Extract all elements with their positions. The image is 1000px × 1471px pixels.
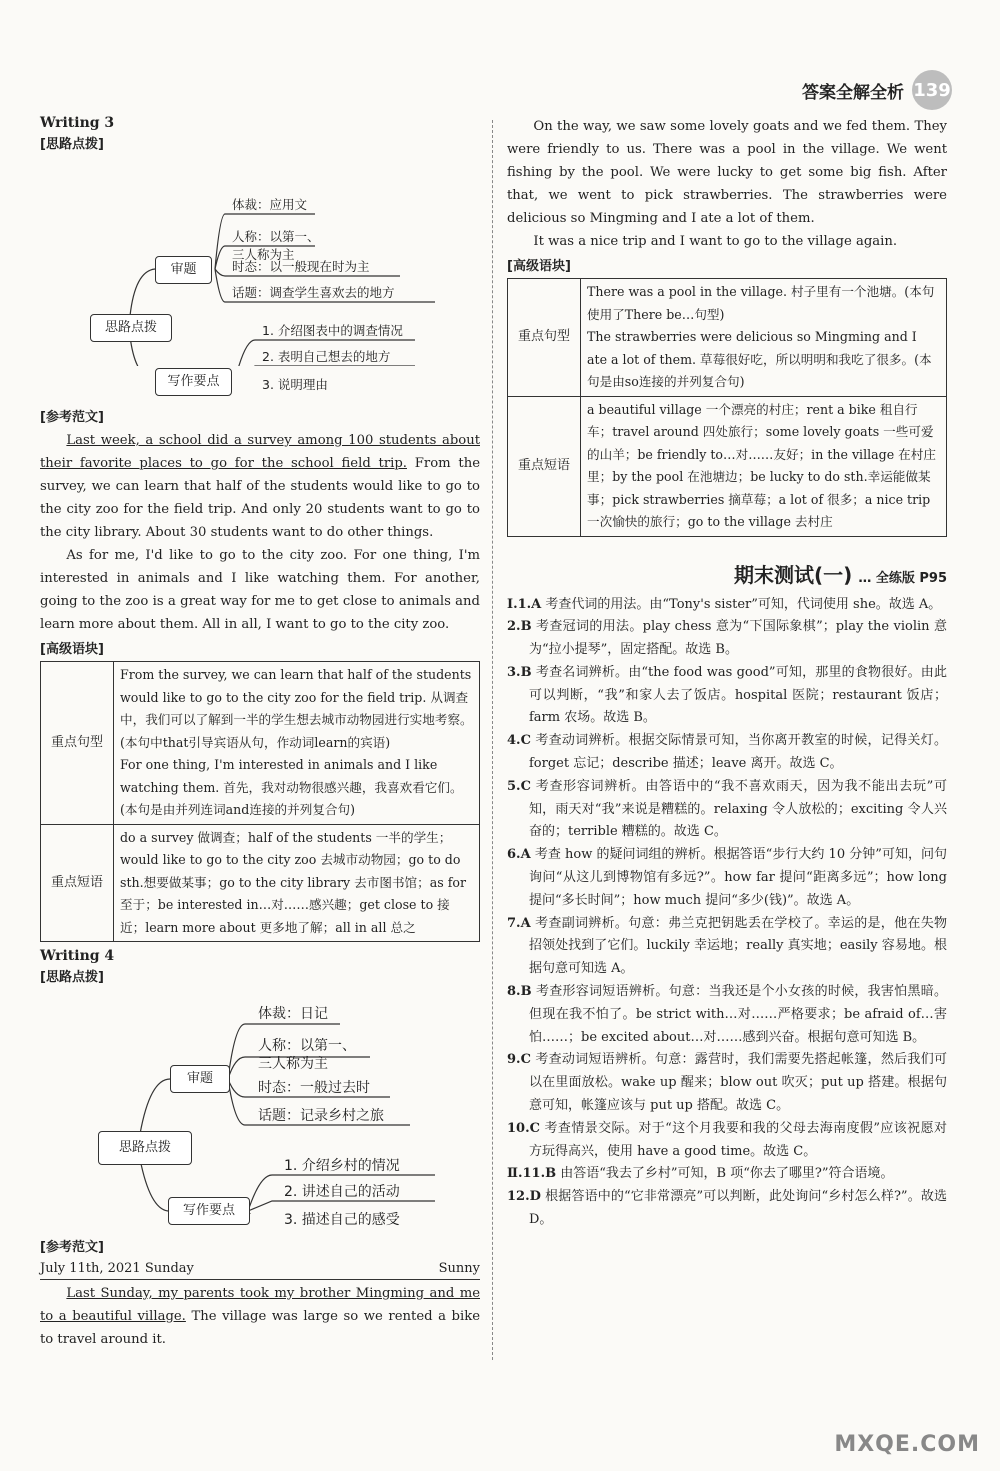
- answer-text: 考查情景交际。对于“这个月我要和我的父母去海南度假”应该祝愿对方玩得高兴，使用 have a good time。故选 C。: [529, 1120, 947, 1159]
- table-row: [508, 279, 947, 397]
- writing4-sample-tag: [参考范文]: [40, 1240, 104, 1255]
- table-label: 重点短语: [41, 824, 114, 942]
- table-cell: do a survey 做调查；half of the students 一半的学生；would like to go to the city zoo 去城市动物园；go to do sth.想要做某事；go to the city library 去市图书馆；as for 至于；be interested in…对……感兴趣；get close to 接近；learn more about 更多地了解；all in all 总之: [114, 824, 480, 942]
- writing4-grammar-table: [507, 278, 947, 537]
- mind-leaf: 体裁：日记: [258, 1006, 328, 1022]
- diary-header: [40, 1259, 480, 1280]
- mind-leaf: 体裁：应用文: [232, 197, 308, 212]
- writing4-adv-tag: [高级语块]: [507, 259, 571, 274]
- answer-number: 8.B: [507, 984, 532, 1000]
- answer-item: [507, 981, 947, 1049]
- mind-leaf: 人称：以第一、 三人称为主: [232, 229, 320, 262]
- section-ref: … 全练版 P95: [858, 570, 947, 586]
- mind-leaf: 时态：以一般现在时为主: [232, 259, 370, 274]
- answer-text: 考查冠词的用法。play chess 意为“下国际象棋”；play the violin 意为“拉小提琴”，固定搭配。故选 B。: [529, 619, 947, 658]
- mind-leaf: 1. 介绍乡村的情况: [284, 1158, 400, 1174]
- right-column: [507, 115, 947, 1232]
- table-cell: a beautiful village 一个漂亮的村庄；rent a bike 租自行车；travel around 四处旅行；some lovely goats 一些可爱的山羊；be friendly to…对……友好；in the village 在村庄里；by the pool 在池塘边；be lucky to do sth.幸运能做某事；pick strawberries 摘草莓；a lot of 很多；a nice trip 一次愉快的旅行；go to the village 去村庄: [581, 396, 947, 536]
- answer-item: [507, 594, 947, 617]
- mind-branch-points: 写作要点: [168, 1197, 250, 1225]
- page-number: 139: [912, 70, 952, 110]
- diary-weather: Sunny: [438, 1261, 480, 1276]
- answer-item: [507, 1049, 947, 1117]
- table-label: 重点短语: [508, 396, 581, 536]
- section-title-text: 期末测试(一): [734, 562, 853, 587]
- mind-leaf: 话题：记录乡村之旅: [258, 1108, 384, 1124]
- table-label: 重点句型: [41, 662, 114, 825]
- answer-text: 根据答语中的“它非常漂亮”可以判断，此处询问“乡村怎么样?”。故选 D。: [529, 1189, 947, 1228]
- writing3-sample-tag: [参考范文]: [40, 410, 104, 425]
- answer-item: [507, 776, 947, 844]
- answer-item: [507, 1118, 947, 1164]
- mind-leaf: 3. 说明理由: [262, 377, 328, 392]
- answer-item: [507, 844, 947, 912]
- answer-number: 5.C: [507, 778, 531, 794]
- table-row: [41, 662, 480, 825]
- diary-date: July 11th, 2021 Sunday: [40, 1261, 194, 1276]
- left-column: [40, 115, 480, 1351]
- section-title: [507, 559, 947, 588]
- writing4-title: Writing 4: [40, 948, 115, 964]
- answer-text: 由答语“我去了乡村”可知，B 项“你去了哪里?”符合语境。: [560, 1166, 894, 1182]
- answer-number: 6.A: [507, 847, 531, 863]
- writing3-adv-tag: [高级语块]: [40, 642, 104, 657]
- writing4-paragraph-1: [40, 1282, 480, 1351]
- answer-text: 考查 how 的疑问词组的辨析。根据答语“步行大约 10 分钟”可知，问句询问“从这儿到博物馆有多远?”。how far 提问“距离多远”；how long 提问“多长时间”；how much 提问“多少(钱)”。故选 A。: [529, 847, 947, 908]
- sentence: From the survey, we can learn that half of the students would like to go to the city zoo for the field trip. And only 20 students want to go to the city library. About 30 students want to do other things.: [40, 456, 480, 540]
- mind-leaf: 3. 描述自己的感受: [284, 1212, 400, 1228]
- answer-text: 考查动词短语辨析。句意：露营时，我们需要先搭起帐篷，然后我们可以在里面放松。wake up 醒来；blow out 吹灭；put up 搭建。根据句意可知，帐篷应该与 put up 搭配。故选 C。: [529, 1052, 947, 1114]
- answer-item: [507, 730, 947, 776]
- answer-text: 考查代词的用法。由“Tony's sister”可知，代词使用 she。故选 A。: [545, 596, 942, 612]
- answer-text: 考查形容词辨析。由答语中的“我不喜欢雨天，因为我不能出去玩”可知，雨天对“我”来说是糟糕的。relaxing 令人放松的；exciting 令人兴奋的；terrible 糟糕的。故选 C。: [529, 778, 948, 840]
- answer-number: 7.A: [507, 915, 531, 931]
- answer-text: 考查动词辨析。根据交际情景可知，当你离开教室的时候，记得关灯。forget 忘记；describe 描述；leave 离开。故选 C。: [529, 733, 947, 772]
- answer-number: Ⅰ.1.A: [507, 596, 542, 612]
- table-row: [508, 396, 947, 536]
- answer-number: 12.D: [507, 1189, 541, 1205]
- writing3-grammar-table: [40, 661, 480, 942]
- table-cell: From the survey, we can learn that half of the students would like to go to the city zoo for the field trip. 从调查中，我们可以了解到一半的学生想去城市动物园进行实地考察。(本句中that引导宾语从句，作动词learn的宾语) For one thing, I'm interested in animals and I like watching them. 首先，我对动物很感兴趣，我喜欢看它们。(本句是由并列连词and连接的并列复合句): [114, 662, 480, 825]
- writing3-paragraph-1: [40, 429, 480, 544]
- answer-text: 考查名词辨析。由“the food was good”可知，那里的食物很好。由此可以判断，“我”和家人去了饭店。hospital 医院；restaurant 饭店；farm 农场。故选 B。: [529, 664, 947, 726]
- writing3-mind-map: [40, 156, 480, 392]
- mind-root: 思路点拨: [98, 1131, 192, 1165]
- answer-item: [507, 616, 947, 662]
- answer-number: 10.C: [507, 1120, 540, 1136]
- mind-leaf: 1. 介绍图表中的调查情况: [262, 323, 403, 338]
- mind-leaf: 2. 讲述自己的活动: [284, 1184, 400, 1200]
- sentence: The village was large so we rented a bike to travel around it.: [40, 1309, 480, 1347]
- answer-item: [507, 662, 947, 730]
- answer-number: 4.C: [507, 733, 531, 749]
- column-divider: [492, 120, 493, 1360]
- answer-number: 2.B: [507, 619, 532, 635]
- table-cell: There was a pool in the village. 村子里有一个池塘。(本句使用了There be…句型) The strawberries were delicious so Mingming and I ate a lot of them. 草莓很好吃，所以明明和我吃了很多。(本句是由so连接的并列复合句): [581, 279, 947, 397]
- mind-branch-points: 写作要点: [155, 368, 232, 396]
- writing3-paragraph-2: As for me, I'd like to go to the city zoo. For one thing, I'm interested in animals and I like watching them. For another, going to the zoo is a great way for me to get close to animals and learn more about them. All in all, I want to go to the city zoo.: [40, 548, 480, 632]
- watermark: MXQE.COM: [834, 1432, 980, 1457]
- mind-branch-review: 审题: [155, 256, 212, 284]
- answer-item: [507, 913, 947, 981]
- underlined-sentence: Last week, a school did a survey among 100 students about their favorite places to go for the school field trip.: [40, 433, 480, 471]
- answer-list: [507, 594, 947, 1232]
- writing4-paragraph-2: On the way, we saw some lovely goats and we fed them. They were friendly to us. There was a pool in the village. We went fishing by the pool. We were lucky to get some big fish. After that, we went to pick strawberries. The strawberries were delicious so Mingming and I ate a lot of them.: [507, 119, 947, 226]
- mind-leaf: 2. 表明自己想去的地方: [262, 349, 391, 364]
- underlined-sentence: Last Sunday, my parents took my brother Mingming and me to a beautiful village.: [40, 1286, 480, 1324]
- header-title: 答案全解全析: [802, 82, 904, 103]
- writing4-think-tag: [思路点拨]: [40, 970, 104, 985]
- page-header: [802, 70, 952, 110]
- mind-leaf: 人称：以第一、 三人称为主: [258, 1038, 356, 1072]
- table-label: 重点句型: [508, 279, 581, 397]
- answer-text: 考查形容词短语辨析。句意：当我还是个小女孩的时候，我害怕黑暗。但现在我不怕了。be strict with…对……严格要求；be afraid of…害怕……；be excited about…对……感到兴奋。根据句意可知选 B。: [529, 984, 947, 1045]
- mind-leaf: 时态：一般过去时: [258, 1080, 370, 1096]
- table-row: [41, 824, 480, 942]
- answer-text: 考查副词辨析。句意：弗兰克把钥匙丢在学校了。幸运的是，他在失物招领处找到了它们。luckily 幸运地；really 真实地；easily 容易地。根据句意可知选 A。: [529, 915, 947, 977]
- writing4-mind-map: [40, 989, 480, 1228]
- mind-root: 思路点拨: [90, 314, 172, 342]
- answer-item: [507, 1163, 947, 1186]
- writing3-think-tag: [思路点拨]: [40, 137, 104, 152]
- writing4-paragraph-3: It was a nice trip and I want to go to the village again.: [533, 234, 898, 249]
- answer-number: 9.C: [507, 1052, 531, 1068]
- mind-leaf: 话题：调查学生喜欢去的地方: [232, 285, 395, 300]
- answer-item: [507, 1186, 947, 1232]
- answer-number: Ⅱ.11.B: [507, 1166, 557, 1182]
- mind-branch-review: 审题: [170, 1065, 230, 1093]
- answer-number: 3.B: [507, 664, 532, 680]
- writing3-title: Writing 3: [40, 115, 115, 131]
